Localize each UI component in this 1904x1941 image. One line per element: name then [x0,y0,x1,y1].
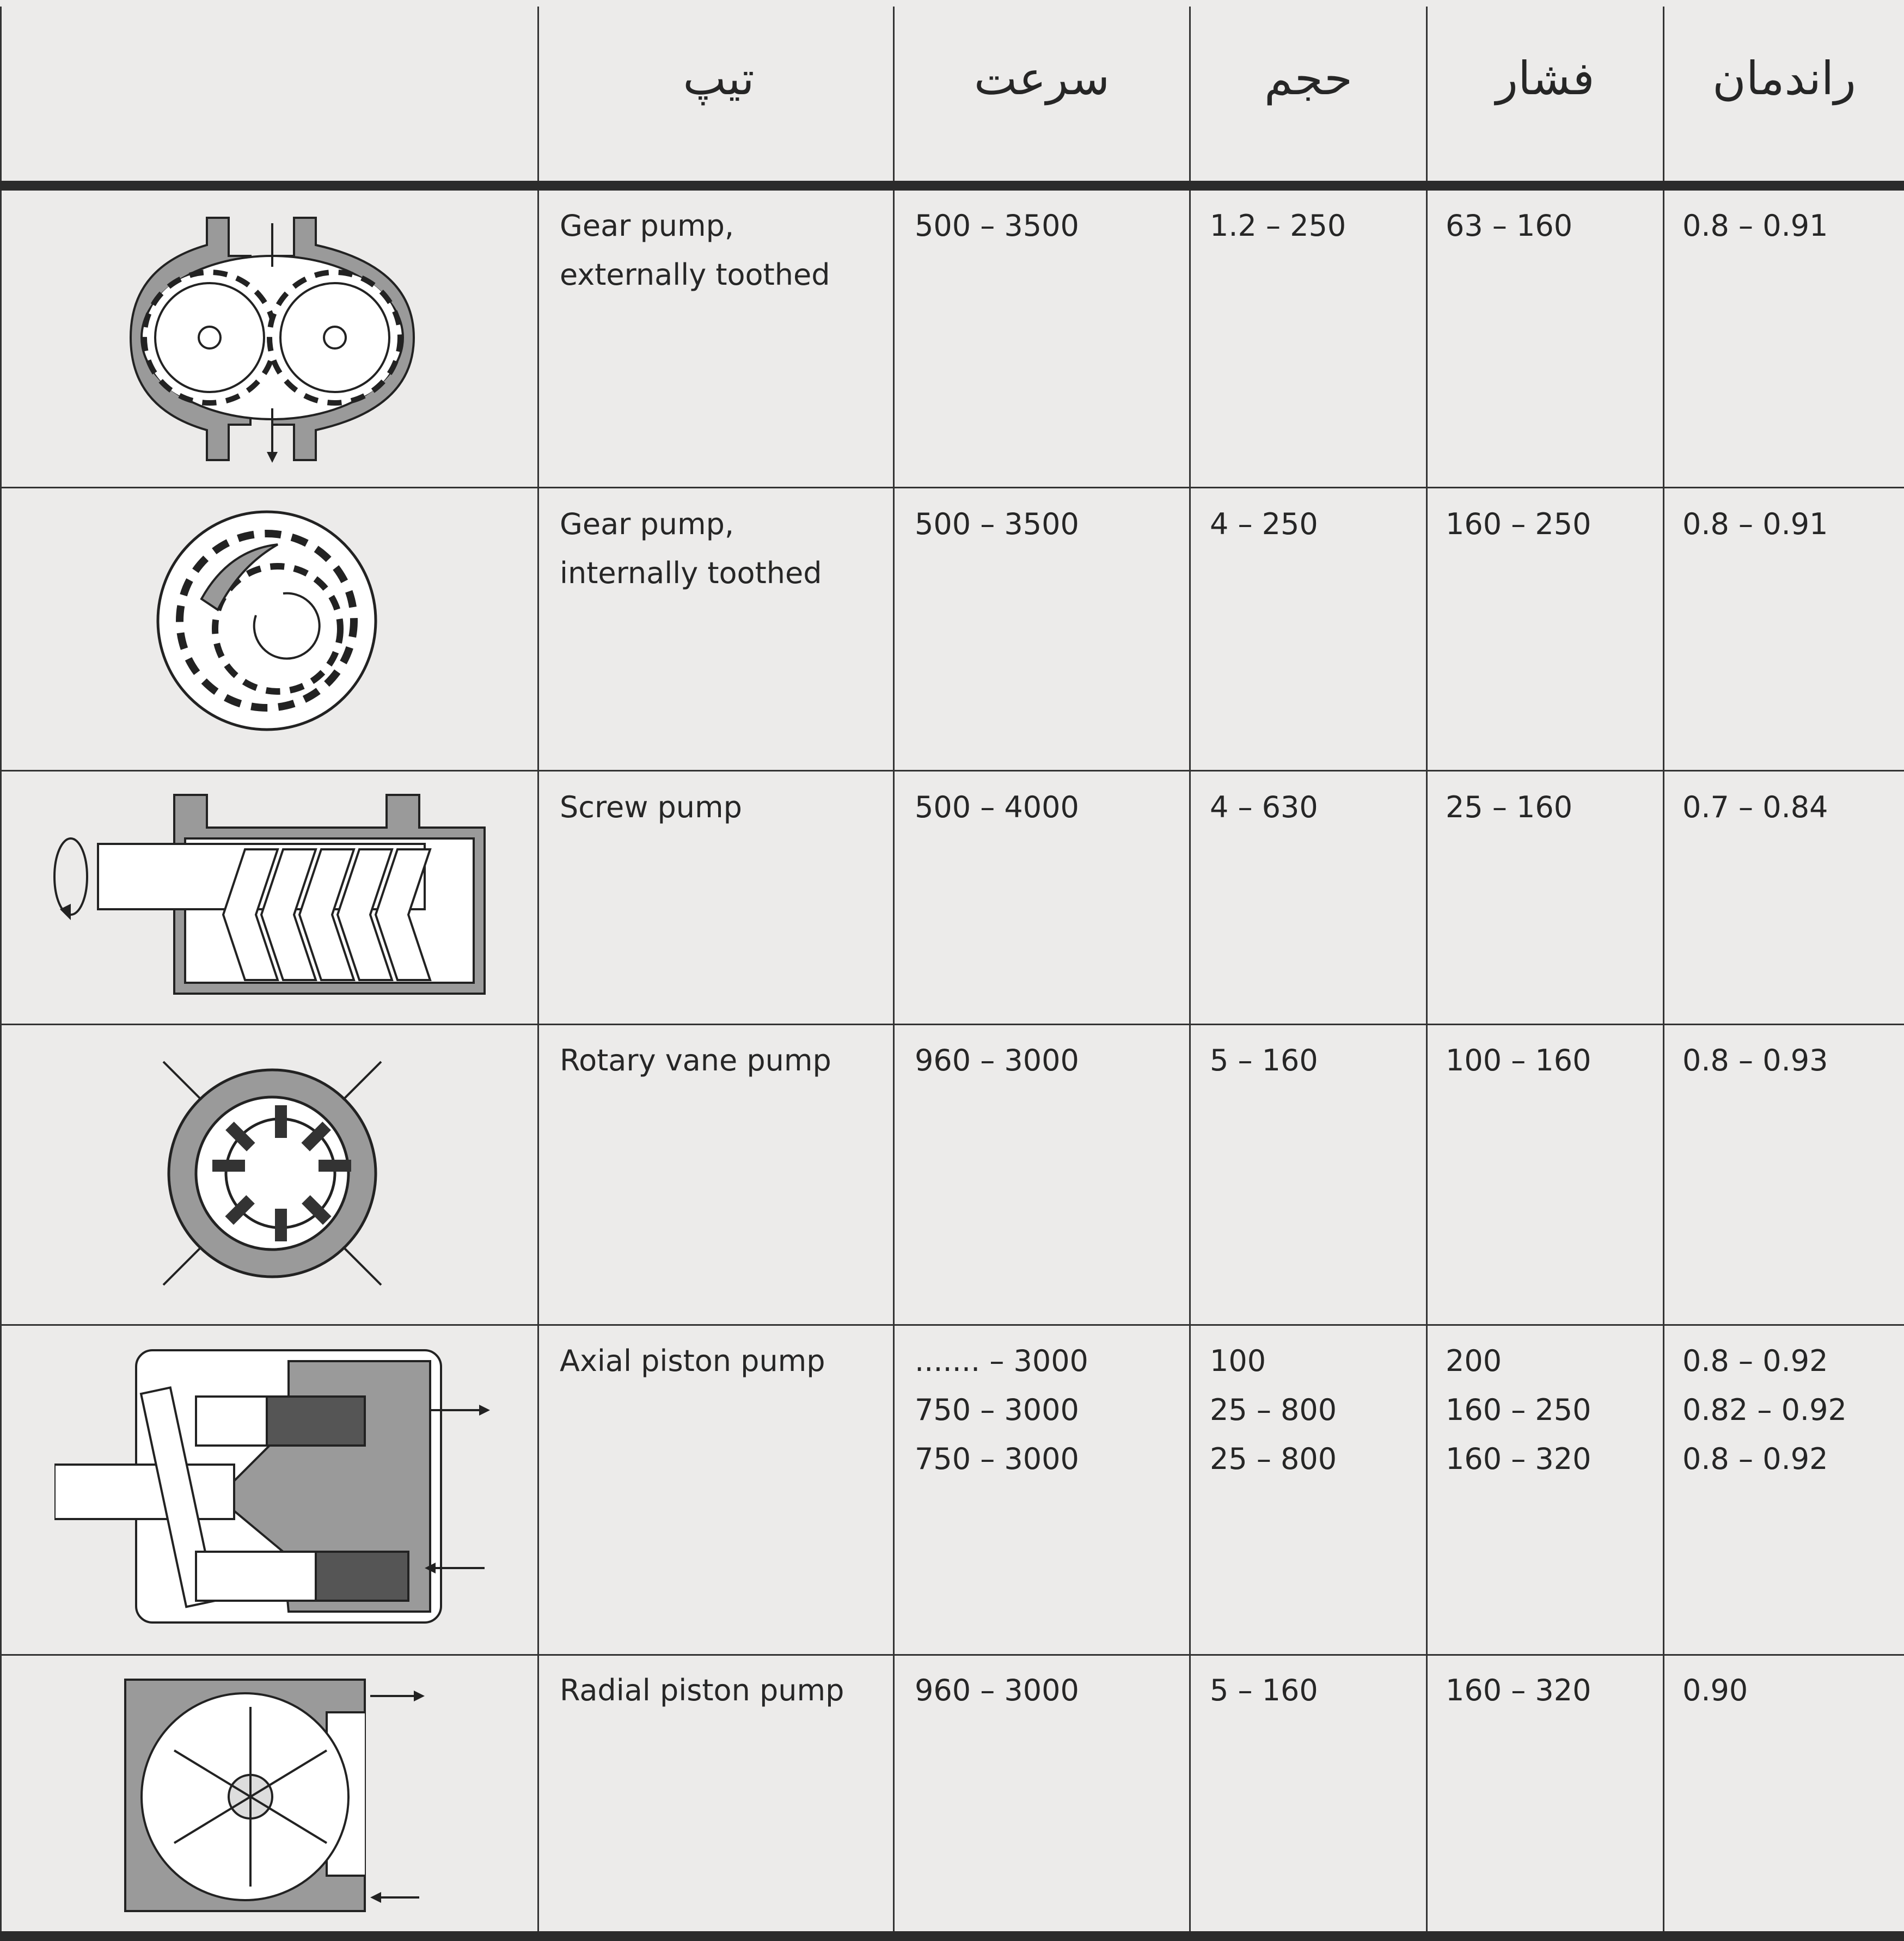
volume-cell: 4 – 630 [1210,790,1318,824]
external-gear-pump-diagram [120,212,425,468]
radial-piston-pump-diagram [120,1674,436,1916]
speed-cell: 500 – 3500 [915,209,1079,243]
type-cell: Screw pump [560,790,742,824]
internal-gear-pump-diagram [152,506,381,735]
header-efficiency: راندمان [1712,52,1856,105]
row-divider [0,770,1904,771]
header-divider [0,181,1904,191]
pressure-cell: 63 – 160 [1446,209,1573,243]
type-cell: Rotary vane pump [560,1043,831,1077]
grid-line [1663,7,1664,1941]
row-divider [0,1654,1904,1656]
grid-line [1189,7,1191,1941]
header-speed: سرعت [974,52,1110,105]
type-cell: Radial piston pump [560,1673,844,1707]
pressure-cell: 25 – 160 [1446,790,1573,824]
efficiency-cell: 0.8 – 0.91 [1682,507,1828,541]
volume-cell: 1.2 – 250 [1210,209,1346,243]
header-volume: حجم [1264,52,1353,105]
screw-pump-diagram [49,789,495,1002]
speed-cell: 500 – 4000 [915,790,1079,824]
efficiency-cell: 0.8 – 0.92 0.82 – 0.92 0.8 – 0.92 [1682,1344,1847,1476]
volume-cell: 5 – 160 [1210,1043,1318,1077]
row-divider [0,487,1904,488]
speed-cell: 960 – 3000 [915,1043,1079,1077]
bottom-border [0,1931,1904,1941]
pressure-cell: 200 160 – 250 160 – 320 [1446,1344,1591,1476]
type-cell: Axial piston pump [560,1344,825,1378]
volume-cell: 100 25 – 800 25 – 800 [1210,1344,1337,1476]
rotary-vane-pump-diagram [152,1051,392,1296]
pressure-cell: 160 – 250 [1446,507,1591,541]
row-divider [0,1324,1904,1326]
type-cell: Gear pump, externally toothed [560,209,830,292]
grid-line [537,7,539,1941]
grid-line [0,7,2,1941]
pressure-cell: 160 – 320 [1446,1673,1591,1707]
speed-cell: ....... – 3000 750 – 3000 750 – 3000 [915,1344,1088,1476]
header-type: تیپ [683,52,755,105]
speed-cell: 960 – 3000 [915,1673,1079,1707]
grid-line [893,7,895,1941]
header-pressure: فشار [1496,52,1595,105]
efficiency-cell: 0.8 – 0.93 [1682,1043,1828,1077]
efficiency-cell: 0.8 – 0.91 [1682,209,1828,243]
axial-piston-pump-diagram [54,1345,490,1633]
grid-line [1426,7,1428,1941]
pressure-cell: 100 – 160 [1446,1043,1591,1077]
volume-cell: 5 – 160 [1210,1673,1318,1707]
efficiency-cell: 0.7 – 0.84 [1682,790,1828,824]
efficiency-cell: 0.90 [1682,1673,1748,1707]
type-cell: Gear pump, internally toothed [560,507,822,590]
speed-cell: 500 – 3500 [915,507,1079,541]
volume-cell: 4 – 250 [1210,507,1318,541]
row-divider [0,1024,1904,1025]
